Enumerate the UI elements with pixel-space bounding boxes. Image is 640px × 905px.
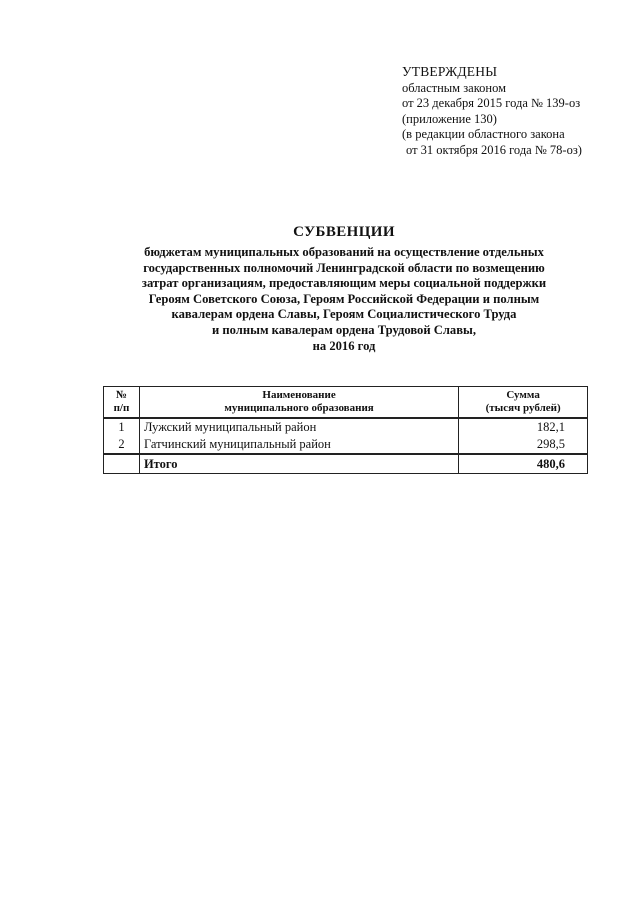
row-number: 2 [104,436,140,454]
table-row [104,436,588,454]
document-title: СУБВЕНЦИИ [293,224,395,240]
document-subtitle-line: на 2016 год [312,338,376,353]
header-name-line2: муниципального образования [224,402,374,414]
approval-line: от 31 октября 2016 года № 78-оз) [406,142,582,157]
row-number: 1 [104,418,140,436]
document-subtitle-line: бюджетам муниципальных образований на осуществление отдельных [144,245,544,259]
header-number-line1: № [115,389,127,401]
header-number-line2: п/п [113,402,130,414]
table-total-row [104,454,588,474]
header-name [139,387,458,419]
header-sum [459,387,588,419]
row-municipality-name: Гатчинский муниципальный район [139,436,458,454]
row-sum: 298,5 [459,436,588,454]
approval-line: от 23 декабря 2015 года № 139-оз [402,96,581,111]
row-sum: 182,1 [459,418,588,436]
document-subtitle-line: затрат организациям, предоставляющим меры социальной поддержки [141,276,547,291]
document-subtitle-line: государственных полномочий Ленинградской области по возмещению [143,260,545,275]
approval-line: (приложение 130) [402,111,497,126]
approval-line: областным законом [402,80,507,95]
header-name-line1: Наименование [262,389,336,401]
header-sum-line1: Сумма [506,389,540,401]
total-label: Итого [139,454,458,474]
row-municipality-name: Лужский муниципальный район [139,418,458,436]
total-number-cell [104,454,140,474]
document-subtitle-line: кавалерам ордена Славы, Героям Социалистического Труда [171,307,517,322]
document-subtitle-line: Героям Советского Союза, Героям Российской Федерации и полным [148,291,540,306]
document-subtitle-line: и полным кавалерам ордена Трудовой Славы, [212,322,476,337]
table-header-row [104,387,588,419]
subsidy-table [103,386,588,474]
header-number [104,387,140,419]
approval-block [402,64,632,159]
subsidy-table-wrapper [103,386,588,474]
total-sum: 480,6 [459,454,588,474]
table-row [104,418,588,436]
document-title-block [92,224,596,354]
header-sum-line2: (тысяч рублей) [485,402,561,414]
approval-line: (в редакции областного закона [402,127,565,142]
approval-title: УТВЕРЖДЕНЫ [402,64,498,79]
